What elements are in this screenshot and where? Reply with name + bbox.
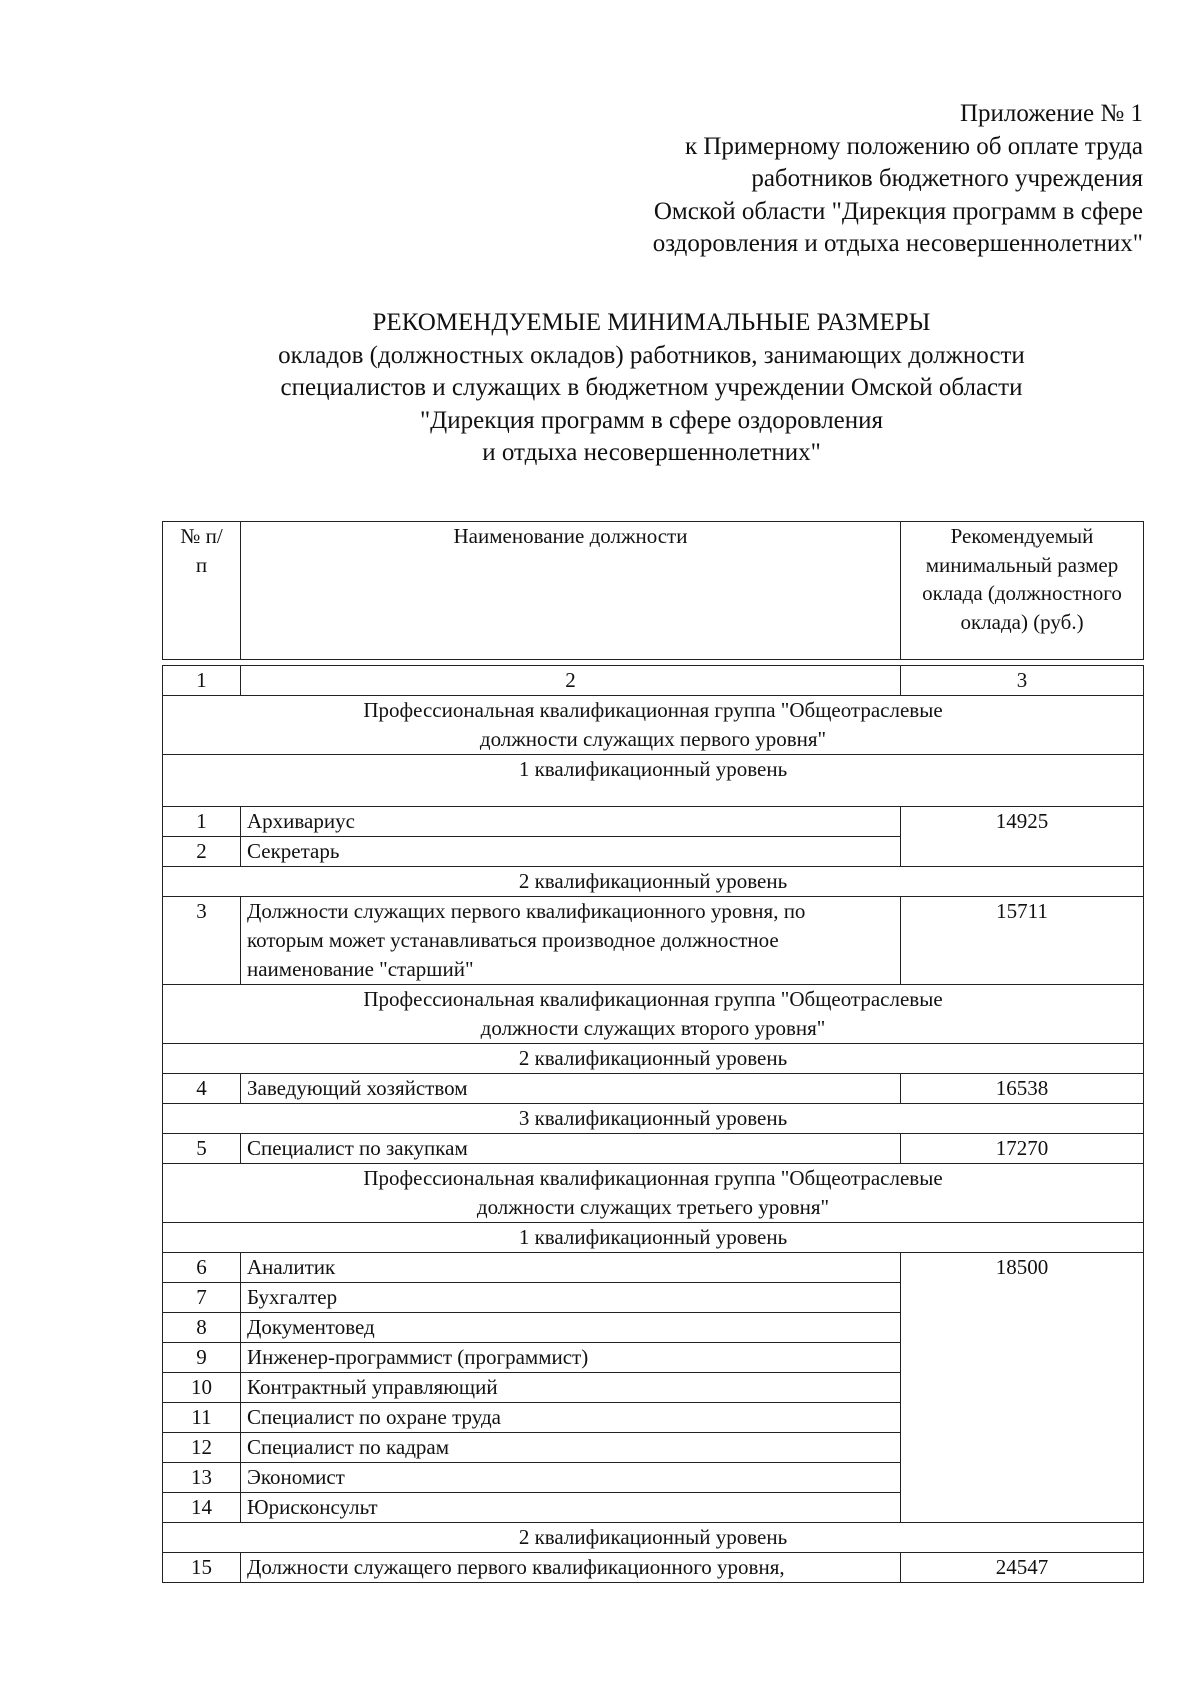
row-number: 9 <box>163 1343 241 1373</box>
title-line: специалистов и служащих в бюджетном учреждении Омской области <box>280 374 1023 401</box>
position-name: Аналитик <box>241 1253 901 1283</box>
position-name: Архивариус <box>241 807 901 837</box>
row-number: 4 <box>163 1074 241 1104</box>
title-line: окладов (должностных окладов) работников, занимающих должности <box>278 341 1025 369</box>
appendix-line: работников бюджетного учреждения <box>751 165 1143 192</box>
position-name: Заведующий хозяйством <box>241 1074 901 1104</box>
appendix-line: к Примерному положению об оплате труда <box>684 132 1143 160</box>
level-label: 2 квалификационный уровень <box>163 867 1144 897</box>
header-num: № п/п <box>163 522 241 660</box>
salary-table <box>162 521 1144 1583</box>
row-number: 5 <box>163 1134 241 1164</box>
column-numbers-row <box>163 666 1144 696</box>
title-heading: РЕКОМЕНДУЕМЫЕ МИНИМАЛЬНЫЕ РАЗМЕРЫ <box>372 309 931 336</box>
table-header-row <box>163 522 1144 660</box>
rate-value: 17270 <box>901 1134 1144 1164</box>
rate-value: 24547 <box>901 1553 1144 1583</box>
row-number: 15 <box>163 1553 241 1583</box>
group-title: Профессиональная квалификационная группа "Общеотраслевые должности служащих третьего уровня" <box>163 1164 1144 1223</box>
table-row <box>163 1074 1144 1104</box>
column-number: 2 <box>241 666 901 696</box>
row-number: 1 <box>163 807 241 837</box>
row-number: 14 <box>163 1493 241 1523</box>
group-row <box>163 985 1144 1044</box>
level-label: 1 квалификационный уровень <box>163 755 1144 807</box>
group-row <box>163 696 1144 755</box>
row-number: 2 <box>163 837 241 867</box>
level-row <box>163 755 1144 807</box>
table-row <box>163 1134 1144 1164</box>
document-title <box>160 307 1143 470</box>
header-rate: Рекомендуемый минимальный размер оклада (должностного оклада) (руб.) <box>901 522 1144 660</box>
rate-value: 15711 <box>901 897 1144 985</box>
table-row <box>163 1253 1144 1283</box>
level-row <box>163 1044 1144 1074</box>
position-name: Специалист по закупкам <box>241 1134 901 1164</box>
position-name: Контрактный управляющий <box>241 1373 901 1403</box>
row-number: 7 <box>163 1283 241 1313</box>
position-name: Должности служащих первого квалификационного уровня, по которым может устанавливаться производное должностное наименование "старший" <box>241 897 901 985</box>
column-number: 1 <box>163 666 241 696</box>
title-line: и отдыха несовершеннолетних" <box>482 439 821 466</box>
table-row <box>163 897 1144 985</box>
level-row <box>163 1223 1144 1253</box>
row-number: 10 <box>163 1373 241 1403</box>
position-name: Бухгалтер <box>241 1283 901 1313</box>
table-row <box>163 807 1144 837</box>
row-number: 6 <box>163 1253 241 1283</box>
appendix-line: оздоровления и отдыха несовершеннолетних" <box>652 230 1143 257</box>
rate-value: 18500 <box>901 1253 1144 1523</box>
level-row <box>163 867 1144 897</box>
appendix-line: Приложение № 1 <box>959 100 1143 127</box>
rate-value: 14925 <box>901 807 1144 867</box>
title-line: "Дирекция программ в сфере оздоровления <box>419 406 884 434</box>
level-row <box>163 1523 1144 1553</box>
position-name: Секретарь <box>241 837 901 867</box>
row-number: 12 <box>163 1433 241 1463</box>
position-name: Должности служащего первого квалификационного уровня, <box>241 1553 901 1583</box>
level-row <box>163 1104 1144 1134</box>
position-name: Юрисконсульт <box>241 1493 901 1523</box>
level-label: 1 квалификационный уровень <box>163 1223 1144 1253</box>
header-name: Наименование должности <box>241 522 901 660</box>
appendix-block <box>560 98 1143 261</box>
position-name: Специалист по охране труда <box>241 1403 901 1433</box>
row-number: 3 <box>163 897 241 985</box>
column-number: 3 <box>901 666 1144 696</box>
position-name: Специалист по кадрам <box>241 1433 901 1463</box>
position-name: Экономист <box>241 1463 901 1493</box>
level-label: 2 квалификационный уровень <box>163 1044 1144 1074</box>
row-number: 8 <box>163 1313 241 1343</box>
row-number: 13 <box>163 1463 241 1493</box>
position-name: Инженер-программист (программист) <box>241 1343 901 1373</box>
group-row <box>163 1164 1144 1223</box>
row-number: 11 <box>163 1403 241 1433</box>
position-name: Документовед <box>241 1313 901 1343</box>
level-label: 3 квалификационный уровень <box>163 1104 1144 1134</box>
rate-value: 16538 <box>901 1074 1144 1104</box>
group-title: Профессиональная квалификационная группа "Общеотраслевые должности служащих первого уровня" <box>163 696 1144 755</box>
appendix-line: Омской области "Дирекция программ в сфере <box>653 197 1143 225</box>
level-label: 2 квалификационный уровень <box>163 1523 1144 1553</box>
group-title: Профессиональная квалификационная группа "Общеотраслевые должности служащих второго уровня" <box>163 985 1144 1044</box>
table-row <box>163 1553 1144 1583</box>
